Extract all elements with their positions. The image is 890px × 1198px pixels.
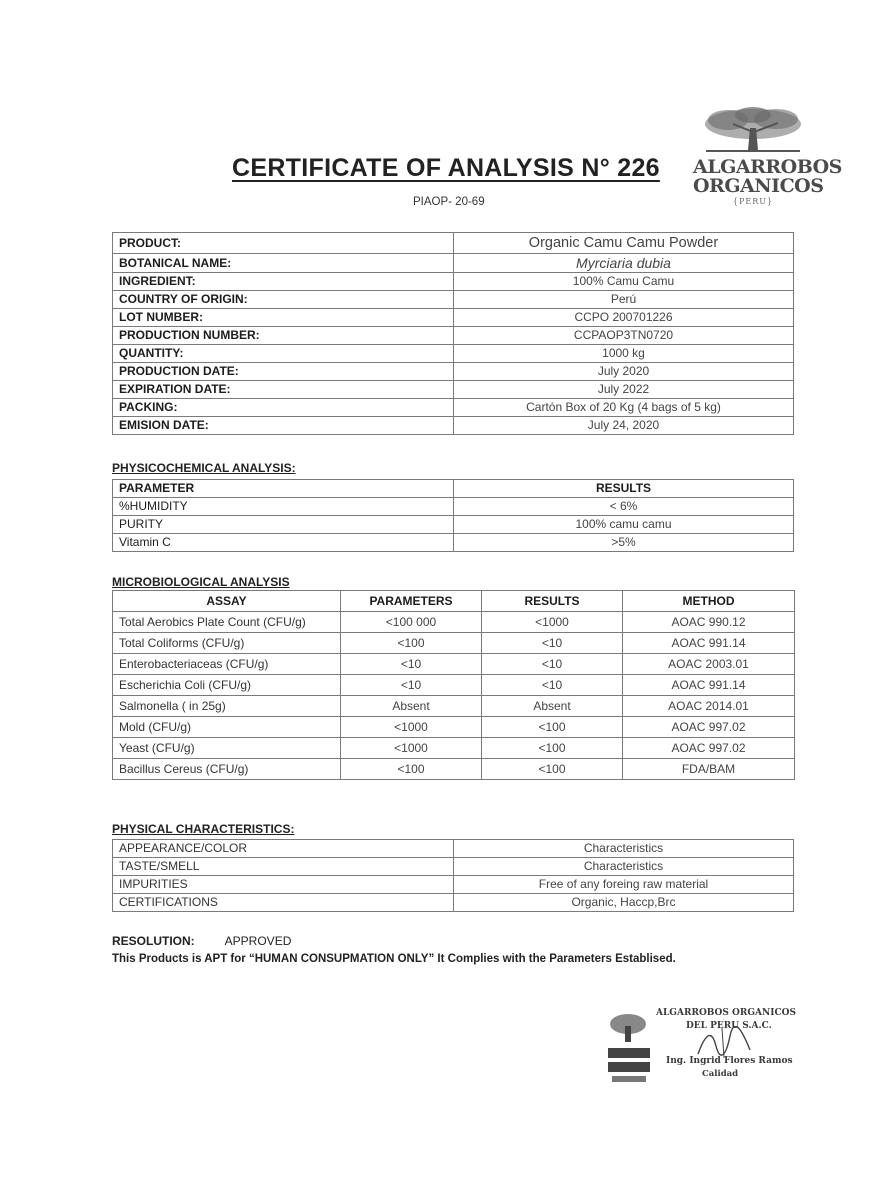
row-label: EMISION DATE: [113, 417, 454, 435]
method-cell: AOAC 2014.01 [623, 696, 795, 717]
table-row [113, 381, 794, 399]
table-row [113, 417, 794, 435]
table-row [113, 858, 794, 876]
table-row [113, 534, 794, 552]
row-value: July 2020 [454, 363, 794, 381]
row-value: 1000 kg [454, 345, 794, 363]
table-row [113, 363, 794, 381]
row-value: Characteristics [454, 840, 794, 858]
row-value: < 6% [454, 498, 794, 516]
row-label: IMPURITIES [113, 876, 454, 894]
table-row [113, 345, 794, 363]
stamp-company-line2: DEL PERU S.A.C. [686, 1021, 772, 1031]
row-value: 100% Camu Camu [454, 273, 794, 291]
row-label: CERTIFICATIONS [113, 894, 454, 912]
table-row [113, 291, 794, 309]
assay-cell: Yeast (CFU/g) [113, 738, 341, 759]
row-label: TASTE/SMELL [113, 858, 454, 876]
parameter-cell: <1000 [341, 738, 482, 759]
assay-cell: Total Coliforms (CFU/g) [113, 633, 341, 654]
row-label: BOTANICAL NAME: [113, 254, 454, 273]
assay-cell: Escherichia Coli (CFU/g) [113, 675, 341, 696]
method-cell: AOAC 997.02 [623, 717, 795, 738]
row-value: Organic, Haccp,Brc [454, 894, 794, 912]
assay-cell: Bacillus Cereus (CFU/g) [113, 759, 341, 780]
row-label: %HUMIDITY [113, 498, 454, 516]
row-label: PRODUCTION DATE: [113, 363, 454, 381]
table-row [113, 894, 794, 912]
assay-cell: Salmonella ( in 25g) [113, 696, 341, 717]
table-row [113, 498, 794, 516]
row-label: Vitamin C [113, 534, 454, 552]
row-label: PACKING: [113, 399, 454, 417]
method-cell: AOAC 997.02 [623, 738, 795, 759]
result-cell: <100 [482, 759, 623, 780]
row-label: APPEARANCE/COLOR [113, 840, 454, 858]
table-row [113, 840, 794, 858]
result-cell: <10 [482, 675, 623, 696]
row-value: Cartón Box of 20 Kg (4 bags of 5 kg) [454, 399, 794, 417]
result-cell: <1000 [482, 612, 623, 633]
parameter-cell: <100 [341, 759, 482, 780]
table-row [113, 327, 794, 345]
table-row [113, 759, 795, 780]
result-cell: <100 [482, 738, 623, 759]
signature-icon [694, 1026, 754, 1060]
product-info-table [112, 232, 794, 435]
table-row [113, 273, 794, 291]
method-cell: AOAC 990.12 [623, 612, 795, 633]
row-value: Perú [454, 291, 794, 309]
row-label: PRODUCT: [113, 233, 454, 254]
stamp-logo-icon [606, 1008, 652, 1088]
stamp-signer-role: Calidad [702, 1069, 739, 1079]
method-cell: AOAC 991.14 [623, 675, 795, 696]
company-logo [693, 106, 842, 224]
parameter-cell: <10 [341, 654, 482, 675]
method-cell: AOAC 991.14 [623, 633, 795, 654]
row-label: PURITY [113, 516, 454, 534]
certificate-title: CERTIFICATE OF ANALYSIS N° 226 [232, 154, 660, 182]
table-row [113, 309, 794, 327]
row-label: LOT NUMBER: [113, 309, 454, 327]
stamp-signer-name: Ing. Ingrid Flores Ramos [666, 1056, 793, 1066]
microbiological-heading: MICROBIOLOGICAL ANALYSIS [112, 575, 290, 589]
column-header: ASSAY [113, 591, 341, 612]
row-value: Free of any foreing raw material [454, 876, 794, 894]
physical-characteristics-heading: PHYSICAL CHARACTERISTICS: [112, 822, 295, 836]
parameter-cell: <10 [341, 675, 482, 696]
compliance-statement: This Products is APT for “HUMAN CONSUPMATION ONLY” It Complies with the Parameters Establised. [112, 953, 676, 965]
parameter-cell: Absent [341, 696, 482, 717]
row-value: July 2022 [454, 381, 794, 399]
table-row [113, 654, 795, 675]
row-value: CCPAOP3TN0720 [454, 327, 794, 345]
table-row [113, 399, 794, 417]
table-row [113, 633, 795, 654]
parameter-cell: <1000 [341, 717, 482, 738]
table-row [113, 516, 794, 534]
row-value: CCPO 200701226 [454, 309, 794, 327]
assay-cell: Total Aerobics Plate Count (CFU/g) [113, 612, 341, 633]
row-label: EXPIRATION DATE: [113, 381, 454, 399]
physical-characteristics-table [112, 839, 794, 912]
row-value: Organic Camu Camu Powder [454, 233, 794, 254]
resolution-label: RESOLUTION: [112, 934, 195, 948]
assay-cell: Enterobacteriaceas (CFU/g) [113, 654, 341, 675]
table-row [113, 738, 795, 759]
row-value: Myrciaria dubia [454, 254, 794, 273]
logo-text-line1: ALGARROBOS [693, 156, 842, 178]
tree-icon [698, 106, 808, 156]
method-cell: FDA/BAM [623, 759, 795, 780]
column-header: METHOD [623, 591, 795, 612]
row-label: PRODUCTION NUMBER: [113, 327, 454, 345]
result-cell: <100 [482, 717, 623, 738]
physicochemical-table [112, 479, 794, 552]
result-cell: <10 [482, 654, 623, 675]
parameter-cell: <100 [341, 633, 482, 654]
column-header: RESULTS [482, 591, 623, 612]
row-label: COUNTRY OF ORIGIN: [113, 291, 454, 309]
physicochemical-heading: PHYSICOCHEMICAL ANALYSIS: [112, 461, 296, 475]
result-cell: <10 [482, 633, 623, 654]
microbiological-table [112, 590, 795, 780]
certificate-reference: PIAOP- 20-69 [413, 196, 485, 208]
quality-stamp [604, 998, 796, 1100]
table-row [113, 876, 794, 894]
logo-text-line2: ORGANICOS [693, 175, 824, 197]
method-cell: AOAC 2003.01 [623, 654, 795, 675]
resolution-line [112, 934, 291, 948]
result-cell: Absent [482, 696, 623, 717]
column-header: PARAMETERS [341, 591, 482, 612]
row-value: Characteristics [454, 858, 794, 876]
row-value: >5% [454, 534, 794, 552]
table-row [113, 696, 795, 717]
table-row [113, 233, 794, 254]
table-row [113, 675, 795, 696]
row-label: INGREDIENT: [113, 273, 454, 291]
column-header: PARAMETER [113, 480, 454, 498]
stamp-company-line1: ALGARROBOS ORGANICOS [656, 1008, 796, 1018]
assay-cell: Mold (CFU/g) [113, 717, 341, 738]
resolution-value: APPROVED [224, 934, 292, 948]
table-row [113, 254, 794, 273]
table-header-row [113, 591, 795, 612]
row-value: July 24, 2020 [454, 417, 794, 435]
table-row [113, 612, 795, 633]
row-label: QUANTITY: [113, 345, 454, 363]
table-header-row [113, 480, 794, 498]
table-row [113, 717, 795, 738]
logo-text-line3: {PERU} [732, 197, 774, 206]
row-value: 100% camu camu [454, 516, 794, 534]
parameter-cell: <100 000 [341, 612, 482, 633]
column-header: RESULTS [454, 480, 794, 498]
